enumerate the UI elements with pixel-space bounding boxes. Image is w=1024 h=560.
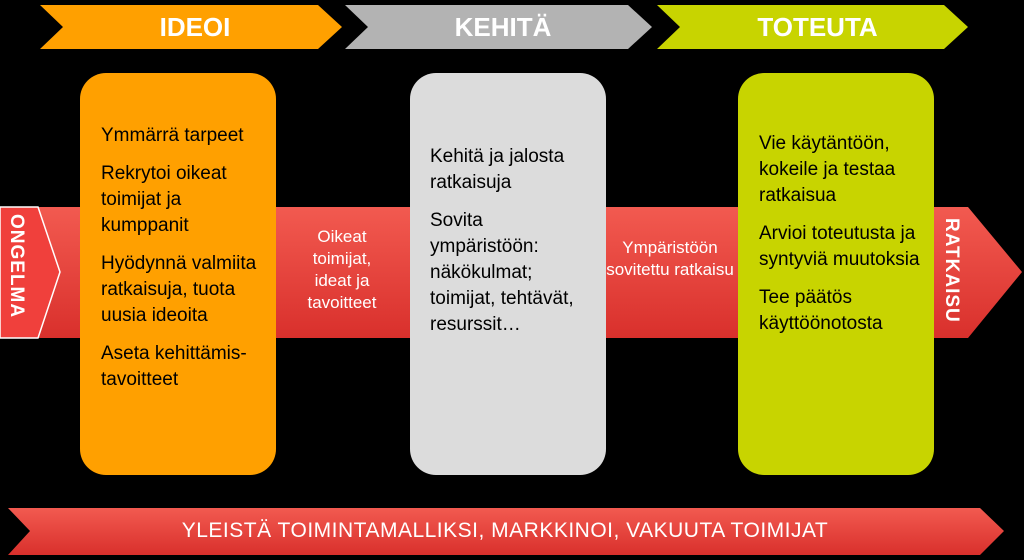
stage-label-kehita: KEHITÄ <box>454 11 552 42</box>
between-label-1: Oikeat toimijat, ideat ja tavoitteet <box>307 227 377 312</box>
toteuta-item: Vie käytäntöön, kokeile ja testaa ratkaisua <box>759 133 896 206</box>
ongelma-label: ONGELMA <box>6 214 27 319</box>
ratkaisu-label: RATKAISU <box>941 218 962 323</box>
ideoi-item: Hyödynnä valmiita ratkaisuja, tuota uusia ideoita <box>101 253 257 326</box>
kehita-item: Sovita ympäristöön: näkökulmat; toimijat, tehtävät, resurssit… <box>430 210 574 335</box>
ideoi-box <box>80 73 276 475</box>
stage-label-toteuta: TOTEUTA <box>757 11 878 42</box>
kehita-box <box>410 73 606 475</box>
bottom-arrow-label: YLEISTÄ TOIMINTAMALLIKSI, MARKKINOI, VAKUUTA TOIMIJAT <box>181 519 829 542</box>
toteuta-item: Tee päätös käyttöönotosta <box>759 287 883 334</box>
kehita-item: Kehitä ja jalosta ratkaisuja <box>430 146 565 193</box>
ideoi-item: Rekrytoi oikeat toimijat ja kumppanit <box>101 163 227 236</box>
ideoi-item: Ymmärrä tarpeet <box>101 125 244 146</box>
stage-label-ideoi: IDEOI <box>159 11 231 42</box>
ideoi-item: Aseta kehittämis-tavoitteet <box>101 343 247 390</box>
between-label-2: Ympäristöön sovitettu ratkaisu <box>606 238 734 279</box>
toteuta-item: Arvioi toteutusta ja syntyviä muutoksia <box>759 223 920 270</box>
toteuta-box <box>738 73 934 475</box>
